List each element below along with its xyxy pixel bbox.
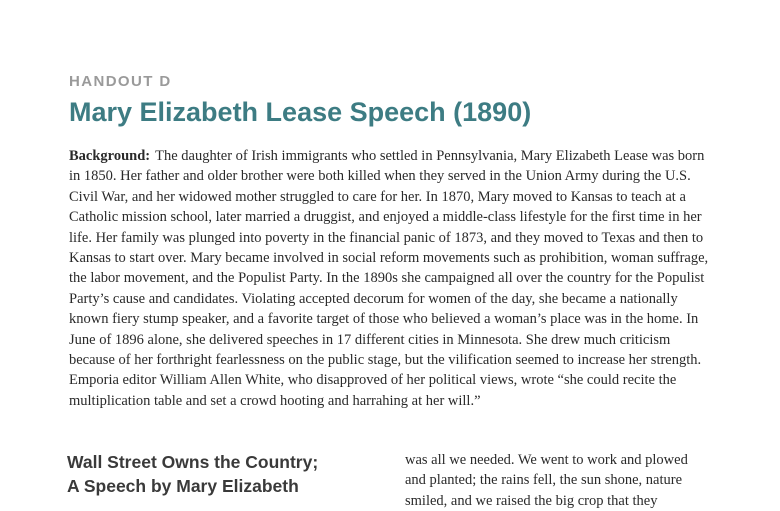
speech-text-line-2: and planted; the rains fell, the sun shone, nature — [405, 472, 683, 489]
background-paragraph — [69, 146, 719, 411]
page-title: Mary Elizabeth Lease Speech (1890) — [69, 97, 532, 127]
background-text: The daughter of Irish immigrants who settled in Pennsylvania, Mary Elizabeth Lease was born in 1850. Her father and older brother were both killed when they served in the Union Army during the U.S. Civil War, and her widowed mother struggled to care for her. In 1870, Mary moved to Kansas to teach at a Catholic mission school, later married a druggist, and enjoyed a middle-class lifestyle for the first time in her life. Her family was plunged into poverty in the financial panic of 1873, and they moved to Texas and then to Kansas to start over. Mary became involved in social reform movements such as prohibition, woman suffrage, the labor movement, and the Populist Party. In the 1890s she campaigned all over the country for the Populist Party’s cause and candidates. Violating accepted decorum for women of the day, she became a nationally known fiery stump speaker, and a favorite target of those who believed a woman’s place was in the home. In June of 1896 alone, she delivered speeches in 17 different cities in Minnesota. She drew much criticism because of her forthright fearlessness on the public stage, but the vilification seemed to increase her strength. Emporia editor William Allen White, who disapproved of her political views, wrote “she could recite the multiplication table and set a crowd hooting and harrahing at her will.” — [69, 148, 709, 409]
speech-text-line-1: was all we needed. We went to work and plowed — [405, 452, 688, 468]
handout-label: HANDOUT D — [69, 73, 172, 90]
speech-heading-line-2: A Speech by Mary Elizabeth — [67, 475, 299, 496]
speech-text-line-3: smiled, and we raised the big crop that they — [405, 492, 658, 509]
background-label: Background: — [69, 148, 151, 164]
speech-heading-line-1: Wall Street Owns the Country; — [67, 452, 319, 472]
speech-text-column — [405, 450, 715, 511]
speech-heading — [67, 451, 367, 498]
